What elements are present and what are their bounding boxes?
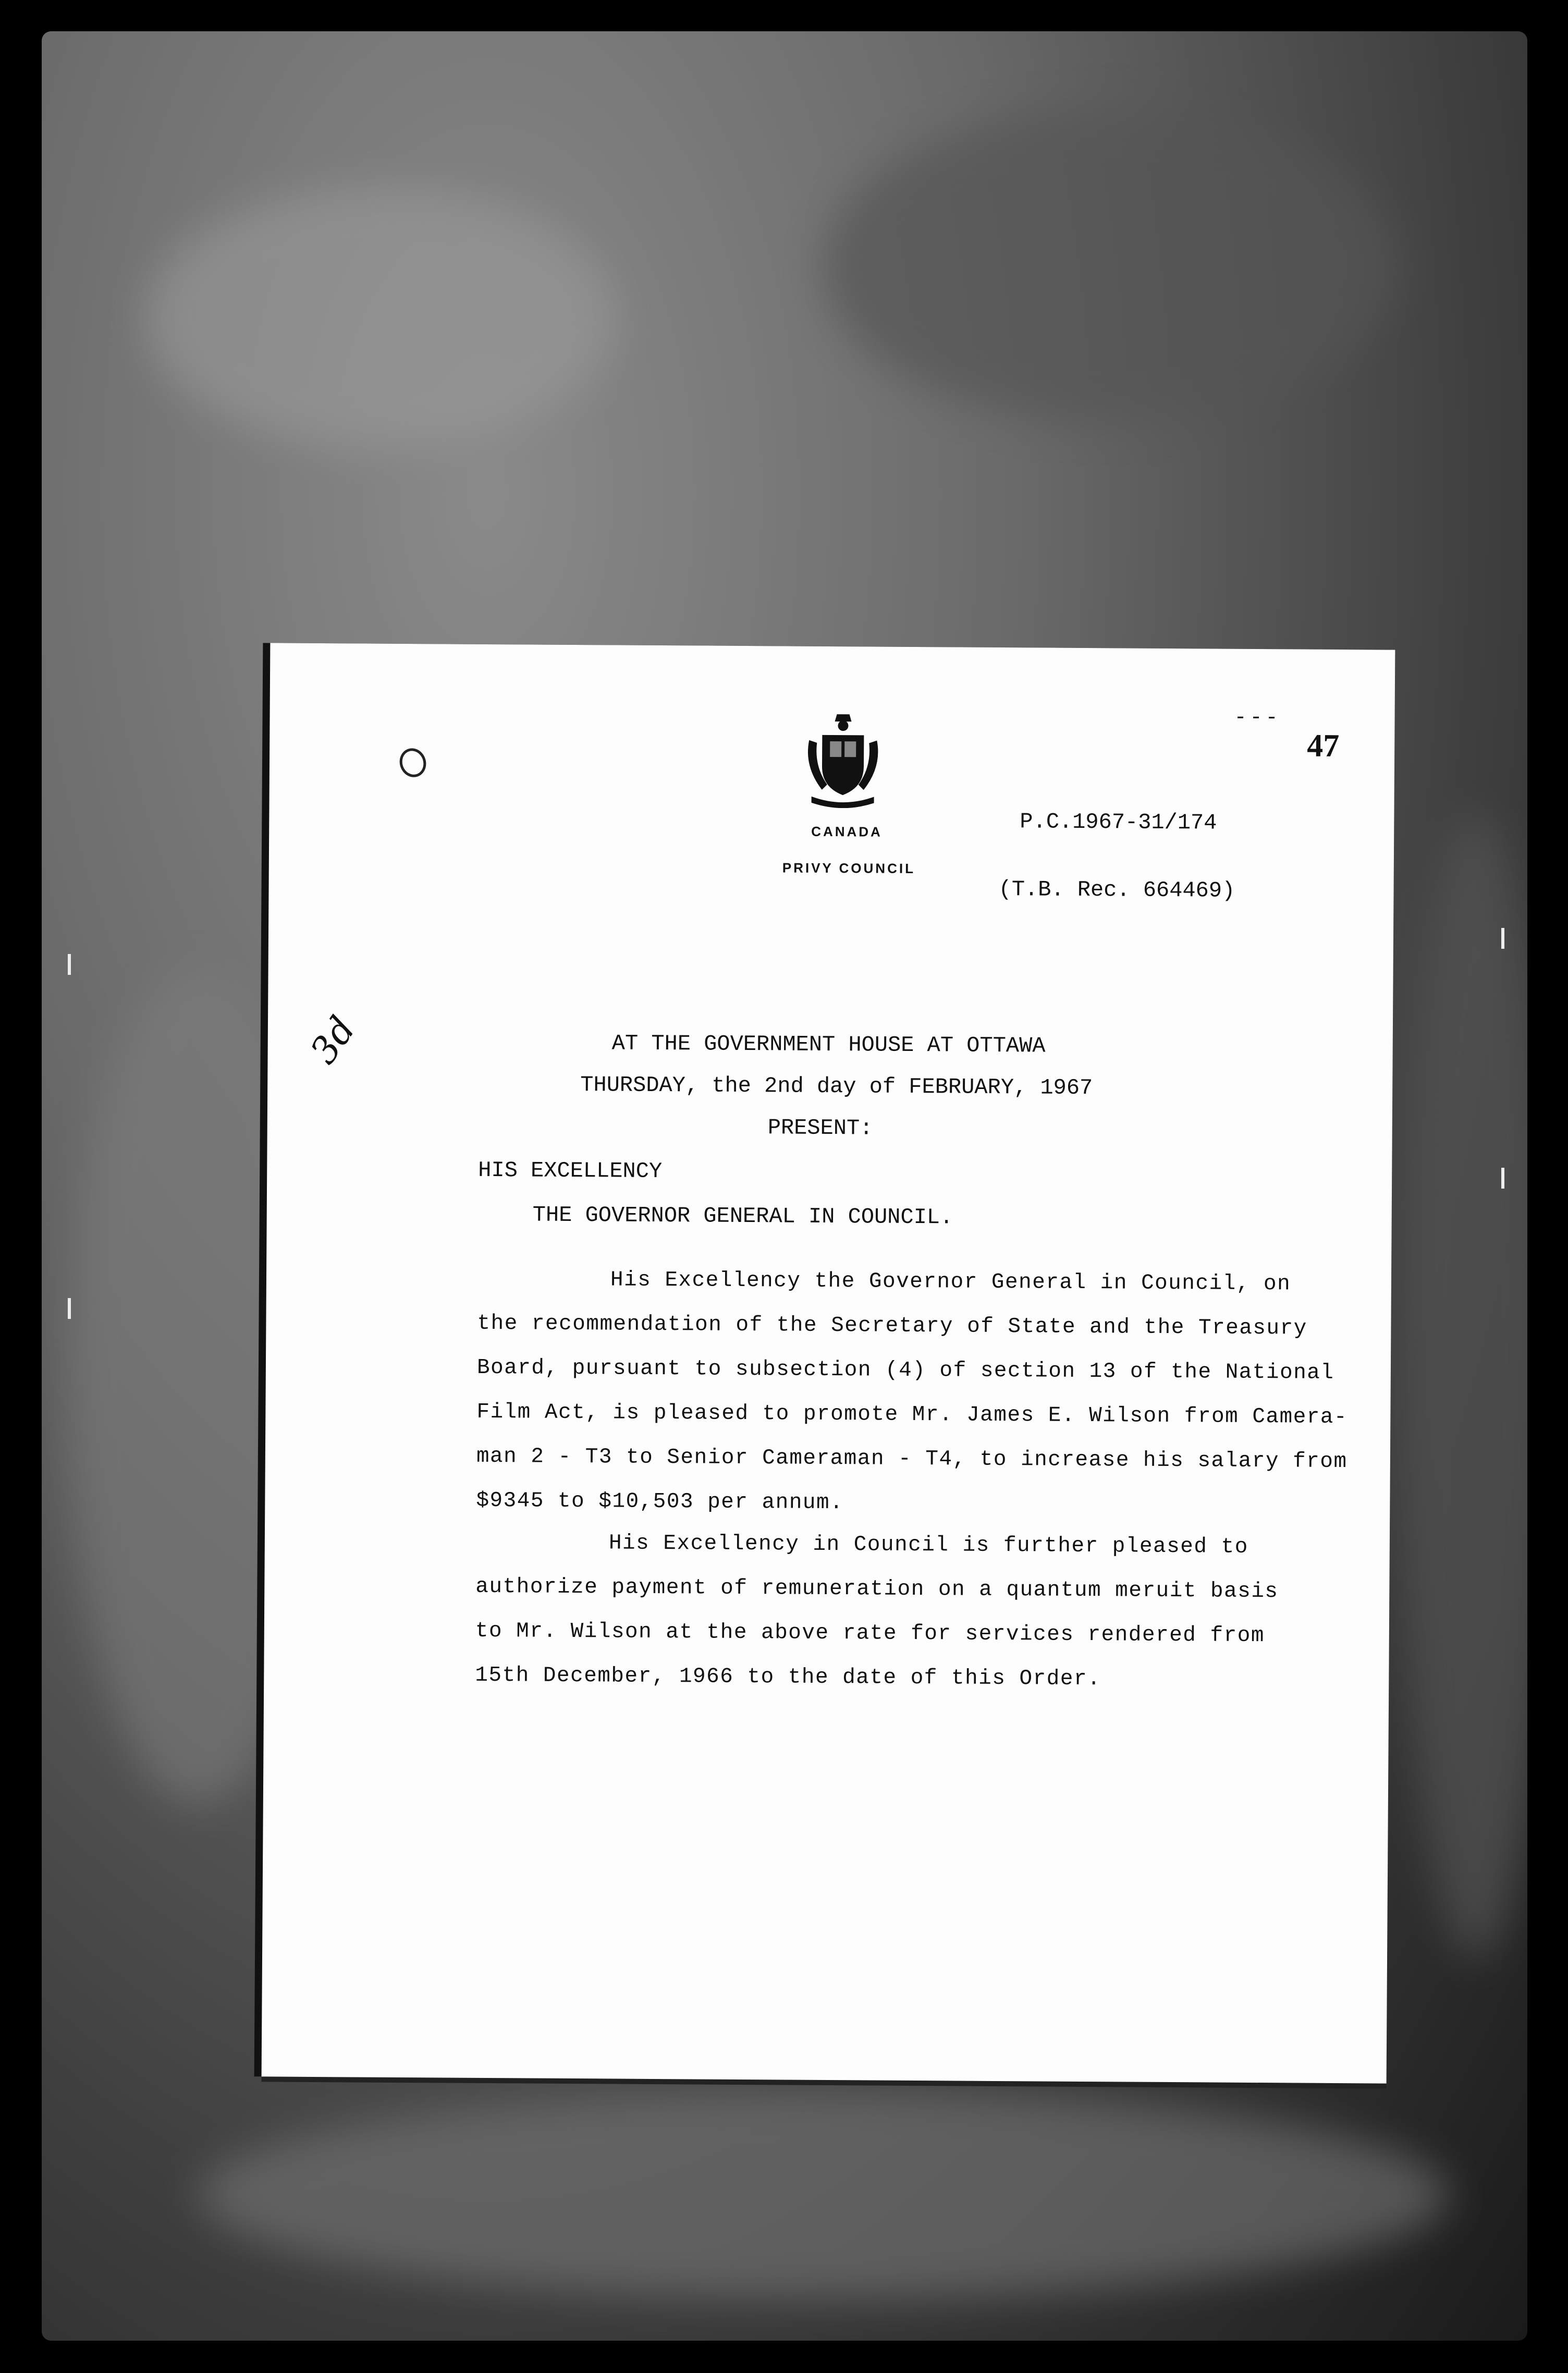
paragraph-2-line: to Mr. Wilson at the above rate for services rendered from — [475, 1619, 1265, 1648]
paragraph-1-line: His Excellency the Governor General in Council, on — [610, 1268, 1291, 1296]
paragraph-1-line: man 2 - T3 to Senior Cameraman - T4, to increase his salary from — [476, 1444, 1348, 1474]
paragraph-2-line: His Excellency in Council is further pleased to — [608, 1531, 1248, 1559]
order-number: P.C.1967-31/174 — [1020, 809, 1217, 836]
dash-mark: --- — [1234, 706, 1281, 730]
paragraph-1-line: Board, pursuant to subsection (4) of section 13 of the National — [476, 1355, 1334, 1385]
film-edge-mark — [1501, 1168, 1504, 1189]
film-edge-mark — [68, 954, 71, 975]
canada-coat-of-arms-icon — [801, 709, 885, 809]
present-line-1: HIS EXCELLENCY — [478, 1157, 663, 1184]
film-edge-mark — [1501, 928, 1504, 949]
handwritten-circle-mark — [396, 744, 430, 781]
paragraph-2-line: authorize payment of remuneration on a quantum meruit basis — [475, 1574, 1279, 1604]
paragraph-1-line: the recommendation of the Secretary of State and the Treasury — [477, 1311, 1307, 1341]
handwritten-initial: 3d — [302, 1009, 364, 1072]
page-number: 47 — [1307, 728, 1340, 764]
paragraph-1-line: Film Act, is pleased to promote Mr. James E. Wilson from Camera- — [476, 1400, 1348, 1430]
paragraph-2-line: 15th December, 1966 to the date of this Order. — [475, 1663, 1101, 1692]
heading-location: AT THE GOVERNMENT HOUSE AT OTTAWA — [611, 1031, 1046, 1059]
treasury-board-reference: (T.B. Rec. 664469) — [998, 876, 1235, 903]
crest-caption-canada: CANADA — [811, 823, 883, 840]
film-edge-mark — [68, 1298, 71, 1319]
document-page — [262, 643, 1395, 2083]
heading-present: PRESENT: — [767, 1115, 873, 1141]
present-line-2: THE GOVERNOR GENERAL IN COUNCIL. — [532, 1202, 953, 1230]
paragraph-1-line: $9345 to $10,503 per annum. — [476, 1488, 844, 1515]
crest-caption-privy-council: PRIVY COUNCIL — [782, 860, 916, 877]
heading-date: THURSDAY, the 2nd day of FEBRUARY, 1967 — [580, 1072, 1093, 1101]
